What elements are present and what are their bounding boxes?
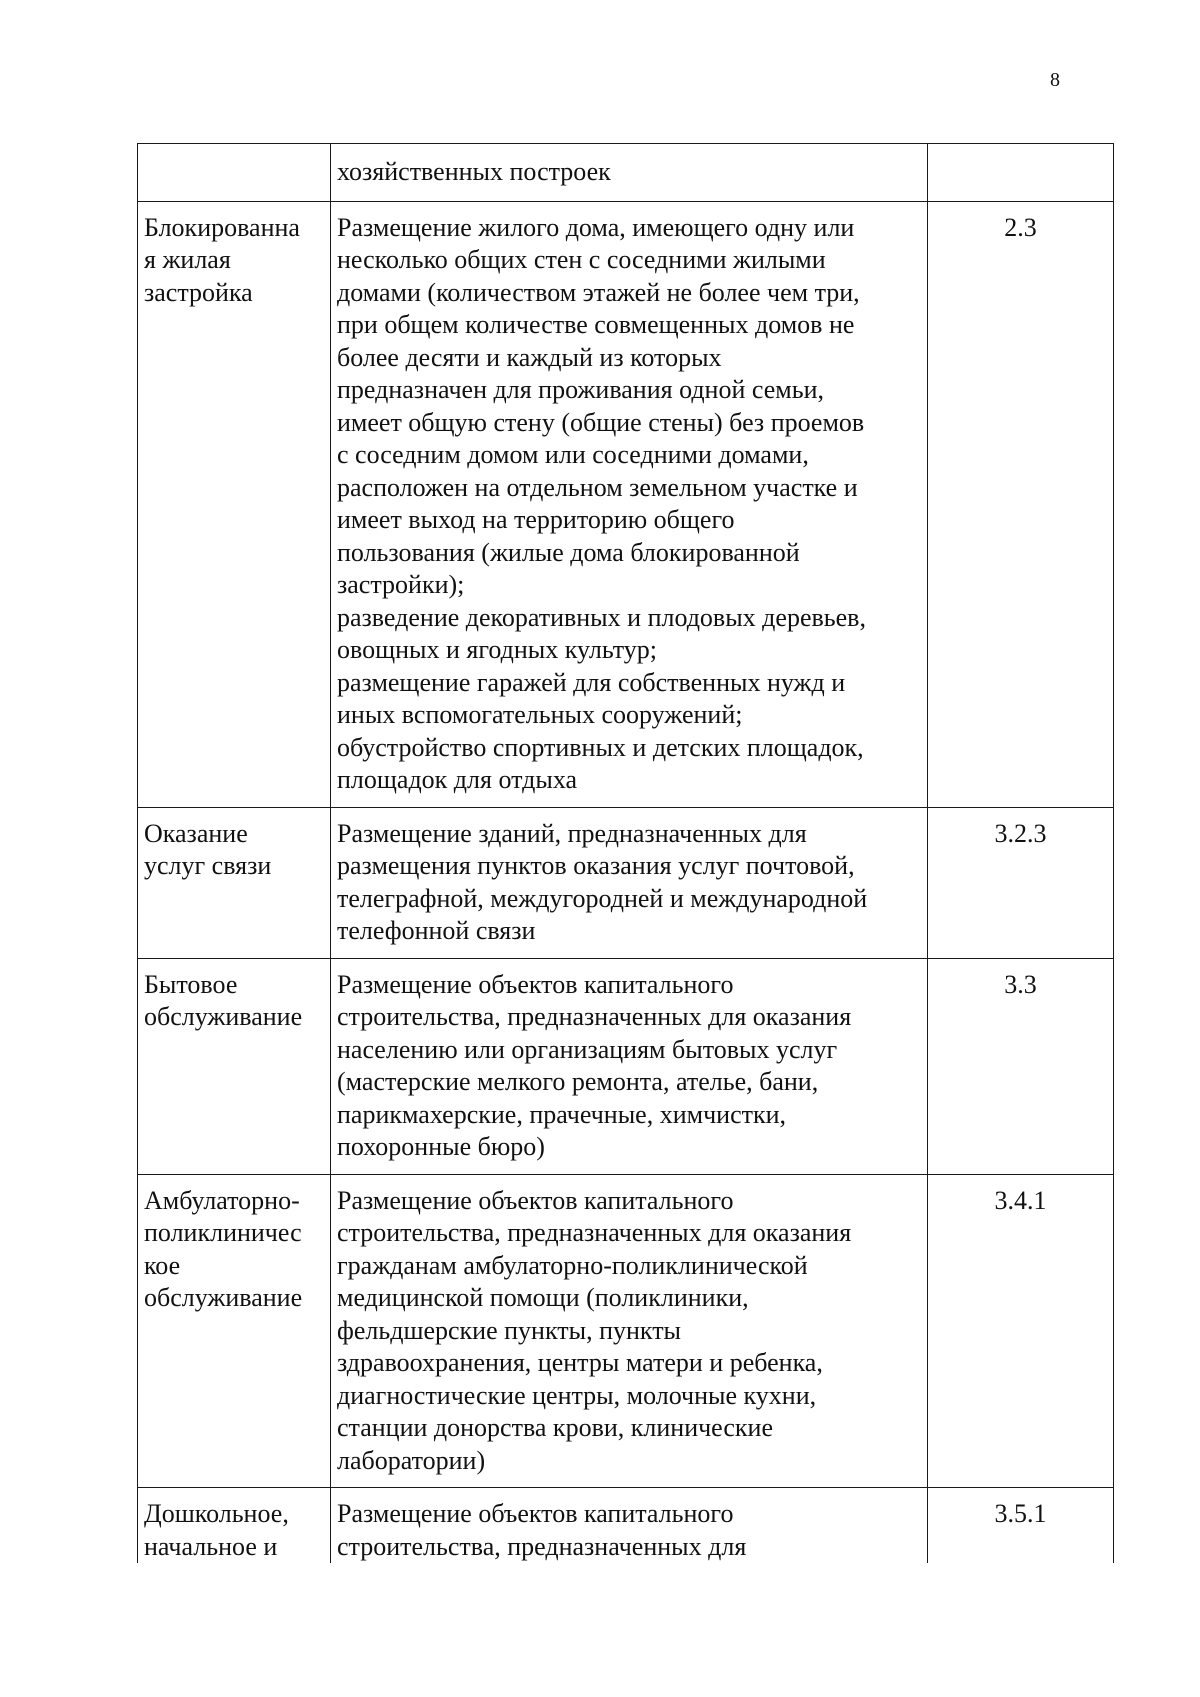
- use-description-cell: Размещение объектов капитального строительства, предназначенных для: [331, 1488, 928, 1564]
- use-code-cell: 3.4.1: [928, 1174, 1114, 1488]
- table-row: [138, 1488, 1114, 1564]
- page-number: 8: [1050, 69, 1060, 91]
- land-use-table: [137, 143, 1114, 1563]
- use-description-cell: Размещение зданий, предназначенных для размещения пунктов оказания услуг почтовой, телеграфной, междугородней и международной телефонной связи: [331, 807, 928, 958]
- use-code-cell: 2.3: [928, 201, 1114, 807]
- use-description-cell: Размещение объектов капитального строительства, предназначенных для оказания гражданам амбулаторно-поликлинической медицинской помощи (поликлиники, фельдшерские пункты, пункты здравоохранения, центры матери и ребенка, диагностические центры, молочные кухни, станции донорства крови, клинические лаборатории): [331, 1174, 928, 1488]
- table-row: [138, 807, 1114, 958]
- use-name-cell: Блокированна я жилая застройка: [138, 201, 331, 807]
- use-description-cell: Размещение жилого дома, имеющего одну или несколько общих стен с соседними жилыми домами (количеством этажей не более чем три, при общем количестве совмещенных домов не более десяти и каждый из которых предназначен для проживания одной семьи, имеет общую стену (общие стены) без проемов с соседним домом или соседними домами, расположен на отдельном земельном участке и имеет выход на территорию общего пользования (жилые дома блокированной застройки); разведение декоративных и плодовых деревьев, овощных и ягодных культур; размещение гаражей для собственных нужд и иных вспомогательных сооружений; обустройство спортивных и детских площадок, площадок для отдыха: [331, 201, 928, 807]
- use-code-cell: 3.5.1: [928, 1488, 1114, 1564]
- use-description-cell: хозяйственных построек: [331, 144, 928, 202]
- table-row: [138, 958, 1114, 1174]
- use-name-cell: Дошкольное, начальное и: [138, 1488, 331, 1564]
- table-row: [138, 201, 1114, 807]
- use-name-cell: Амбулаторно- поликлиничес кое обслуживание: [138, 1174, 331, 1488]
- use-name-cell: Бытовое обслуживание: [138, 958, 331, 1174]
- table-row: [138, 1174, 1114, 1488]
- table-row: [138, 144, 1114, 202]
- use-description-cell: Размещение объектов капитального строительства, предназначенных для оказания населению или организациям бытовых услуг (мастерские мелкого ремонта, ателье, бани, парикмахерские, прачечные, химчистки, похоронные бюро): [331, 958, 928, 1174]
- use-code-cell: [928, 144, 1114, 202]
- use-code-cell: 3.3: [928, 958, 1114, 1174]
- use-name-cell: [138, 144, 331, 202]
- use-code-cell: 3.2.3: [928, 807, 1114, 958]
- use-name-cell: Оказание услуг связи: [138, 807, 331, 958]
